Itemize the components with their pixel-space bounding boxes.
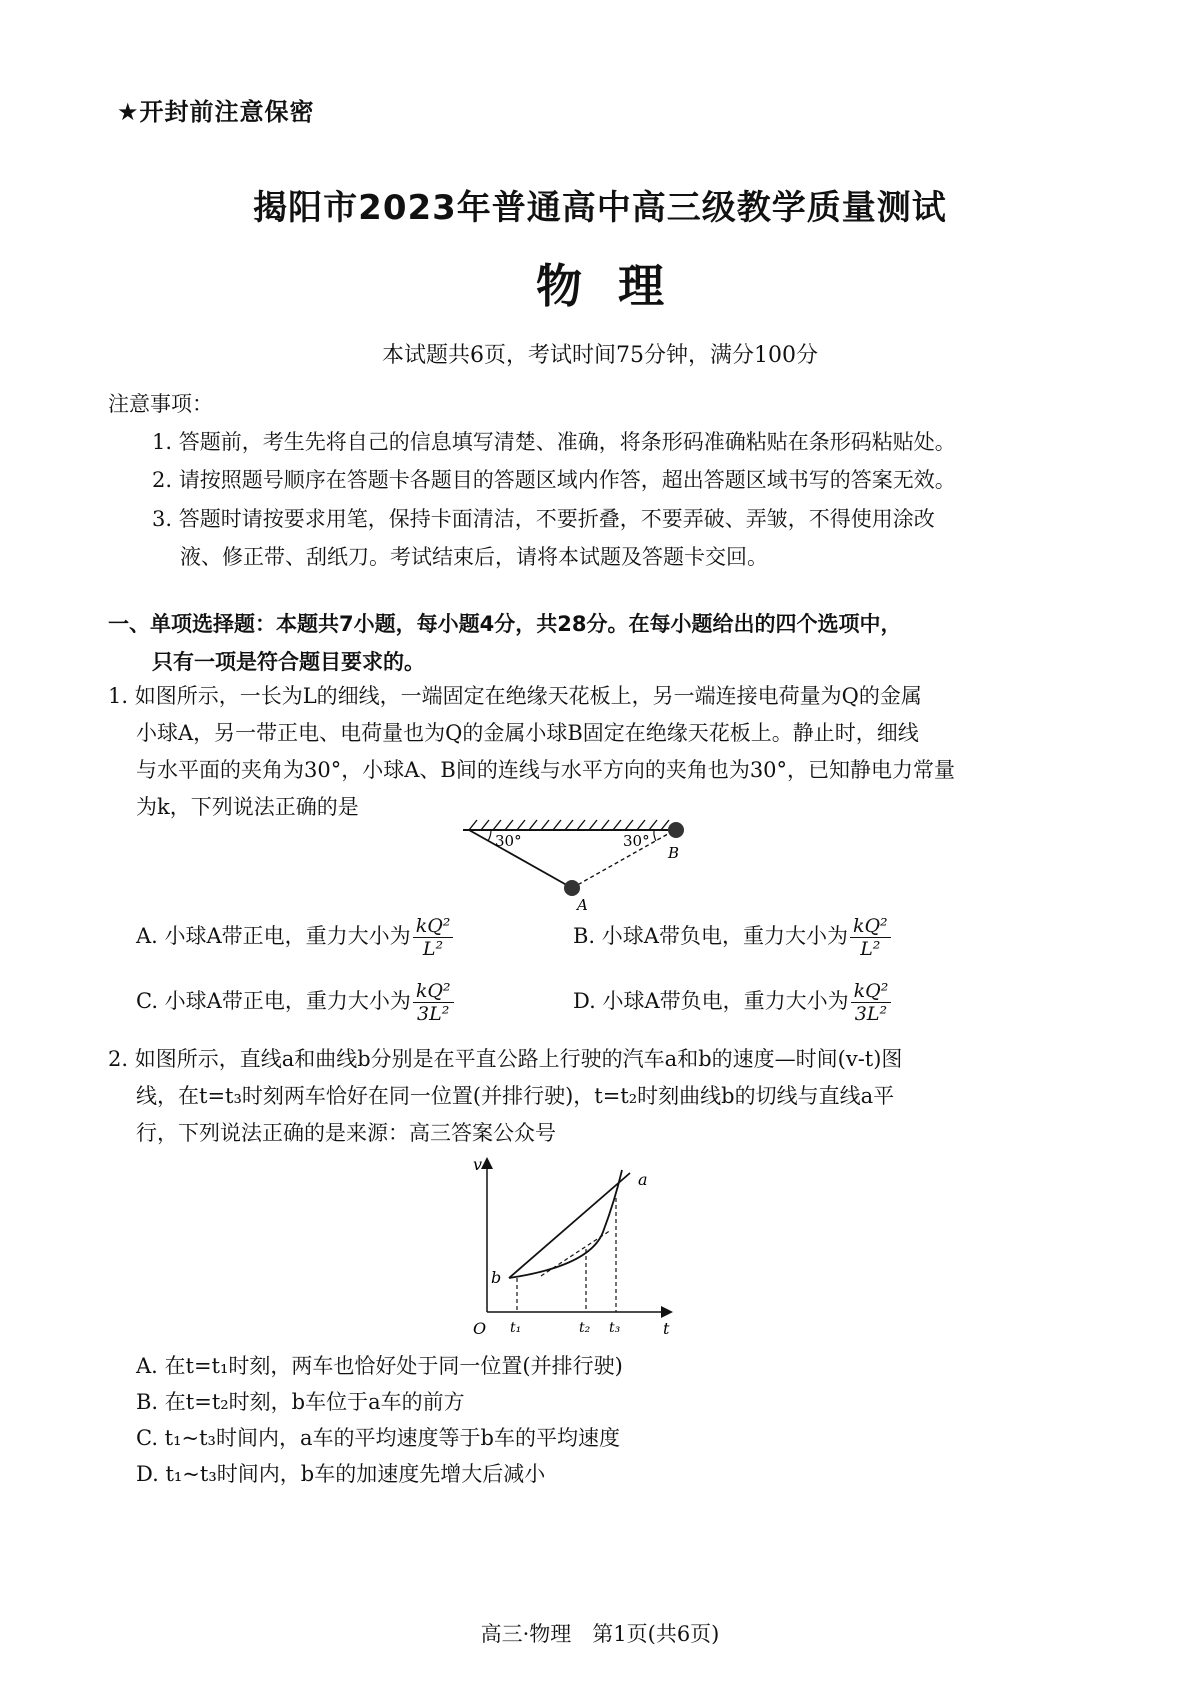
angle-label-right: 30° [623, 832, 650, 850]
exam-title: 揭阳市2023年普通高中高三级教学质量测试 [253, 188, 947, 228]
q2-vt-graph [465, 1150, 690, 1340]
v-axis-label: v [473, 1155, 483, 1174]
label-b: B [668, 844, 680, 862]
q2-option-b[interactable]: B. 在t=t₂时刻，b车位于a车的前方 [136, 1390, 465, 1414]
t3-label: t₃ [609, 1320, 621, 1336]
fraction: $\frac{\text{kQ²}}{\text{L²}}$ [413, 915, 454, 960]
note-item-3: 3. 答题时请按要求用笔，保持卡面清洁，不要折叠，不要弄破、弄皱，不得使用涂改 [152, 507, 935, 531]
q1-option-c[interactable]: C. 小球A带正电，重力大小为 $\frac{\text{kQ²}}{\text{3L²}}$ [136, 980, 454, 1025]
curve-b-label: b [491, 1268, 502, 1287]
q2-stem-line-1: 2. 如图所示，直线a和曲线b分别是在平直公路上行驶的汽车a和b的速度—时间(v-t)图 [108, 1047, 903, 1071]
angle-arc-right [654, 830, 656, 841]
q2-option-c[interactable]: C. t₁~t₃时间内，a车的平均速度等于b车的平均速度 [136, 1426, 620, 1450]
section-heading-cont: 只有一项是符合题目要求的。 [152, 650, 425, 674]
origin-label: O [473, 1319, 487, 1338]
t2-label: t₂ [579, 1320, 591, 1336]
label-a: A [577, 896, 588, 912]
page-footer: 高三·物理 第1页(共6页) [480, 1622, 720, 1646]
q2-option-d[interactable]: D. t₁~t₃时间内，b车的加速度先增大后减小 [136, 1462, 546, 1486]
q2-option-a[interactable]: A. 在t=t₁时刻，两车也恰好处于同一位置(并排行驶) [136, 1354, 623, 1378]
q1-stem-line-2: 小球A，另一带正电、电荷量也为Q的金属小球B固定在绝缘天花板上。静止时，细线 [136, 721, 919, 745]
exam-info: 本试题共6页，考试时间75分钟，满分100分 [382, 343, 818, 368]
section-heading: 一、单项选择题：本题共7小题，每小题4分，共28分。在每小题给出的四个选项中， [108, 612, 902, 636]
note-item-1: 1. 答题前，考生先将自己的信息填写清楚、准确，将条形码准确粘贴在条形码粘贴处。 [152, 430, 956, 454]
note-item-3-cont: 液、修正带、刮纸刀。考试结束后，请将本试题及答题卡交回。 [180, 545, 768, 569]
subject-title: 物理 [536, 259, 700, 313]
confidential-notice: ★开封前注意保密 [117, 98, 315, 126]
t-axis-label: t [663, 1319, 670, 1338]
fraction: $\frac{\text{kQ²}}{\text{3L²}}$ [413, 980, 454, 1025]
ceiling-hatching [469, 820, 669, 830]
fraction: $\frac{\text{kQ²}}{\text{3L²}}$ [851, 980, 892, 1025]
ball-a [564, 880, 580, 896]
q2-stem-line-3: 行，下列说法正确的是来源：高三答案公众号 [136, 1121, 556, 1145]
t1-label: t₁ [510, 1320, 522, 1336]
q1-figure [455, 812, 715, 912]
line-a-label: a [638, 1170, 648, 1189]
q1-option-b[interactable]: B. 小球A带负电，重力大小为 $\frac{\text{kQ²}}{\text{L²}}$ [573, 915, 891, 960]
angle-label-left: 30° [495, 832, 522, 850]
q1-option-d[interactable]: D. 小球A带负电，重力大小为 $\frac{\text{kQ²}}{\text{3L²}}$ [573, 980, 891, 1025]
q1-stem-line-1: 1. 如图所示，一长为L的细线，一端固定在绝缘天花板上，另一端连接电荷量为Q的金属 [108, 684, 922, 708]
q1-stem-line-3: 与水平面的夹角为30°，小球A、B间的连线与水平方向的夹角也为30°，已知静电力常量 [136, 758, 956, 782]
curve-b [509, 1170, 622, 1278]
ball-b [668, 822, 684, 838]
q2-stem-line-2: 线，在t=t₃时刻两车恰好在同一位置(并排行驶)，t=t₂时刻曲线b的切线与直线a平 [136, 1084, 895, 1108]
note-item-2: 2. 请按照题号顺序在答题卡各题目的答题区域内作答，超出答题区域书写的答案无效。 [152, 468, 956, 492]
q1-stem-line-4: 为k，下列说法正确的是 [136, 795, 359, 819]
fraction: $\frac{\text{kQ²}}{\text{L²}}$ [850, 915, 891, 960]
q1-option-a[interactable]: A. 小球A带正电，重力大小为 $\frac{\text{kQ²}}{\text{L²}}$ [136, 915, 453, 960]
notes-heading: 注意事项： [108, 392, 213, 416]
angle-arc-left [488, 830, 491, 841]
